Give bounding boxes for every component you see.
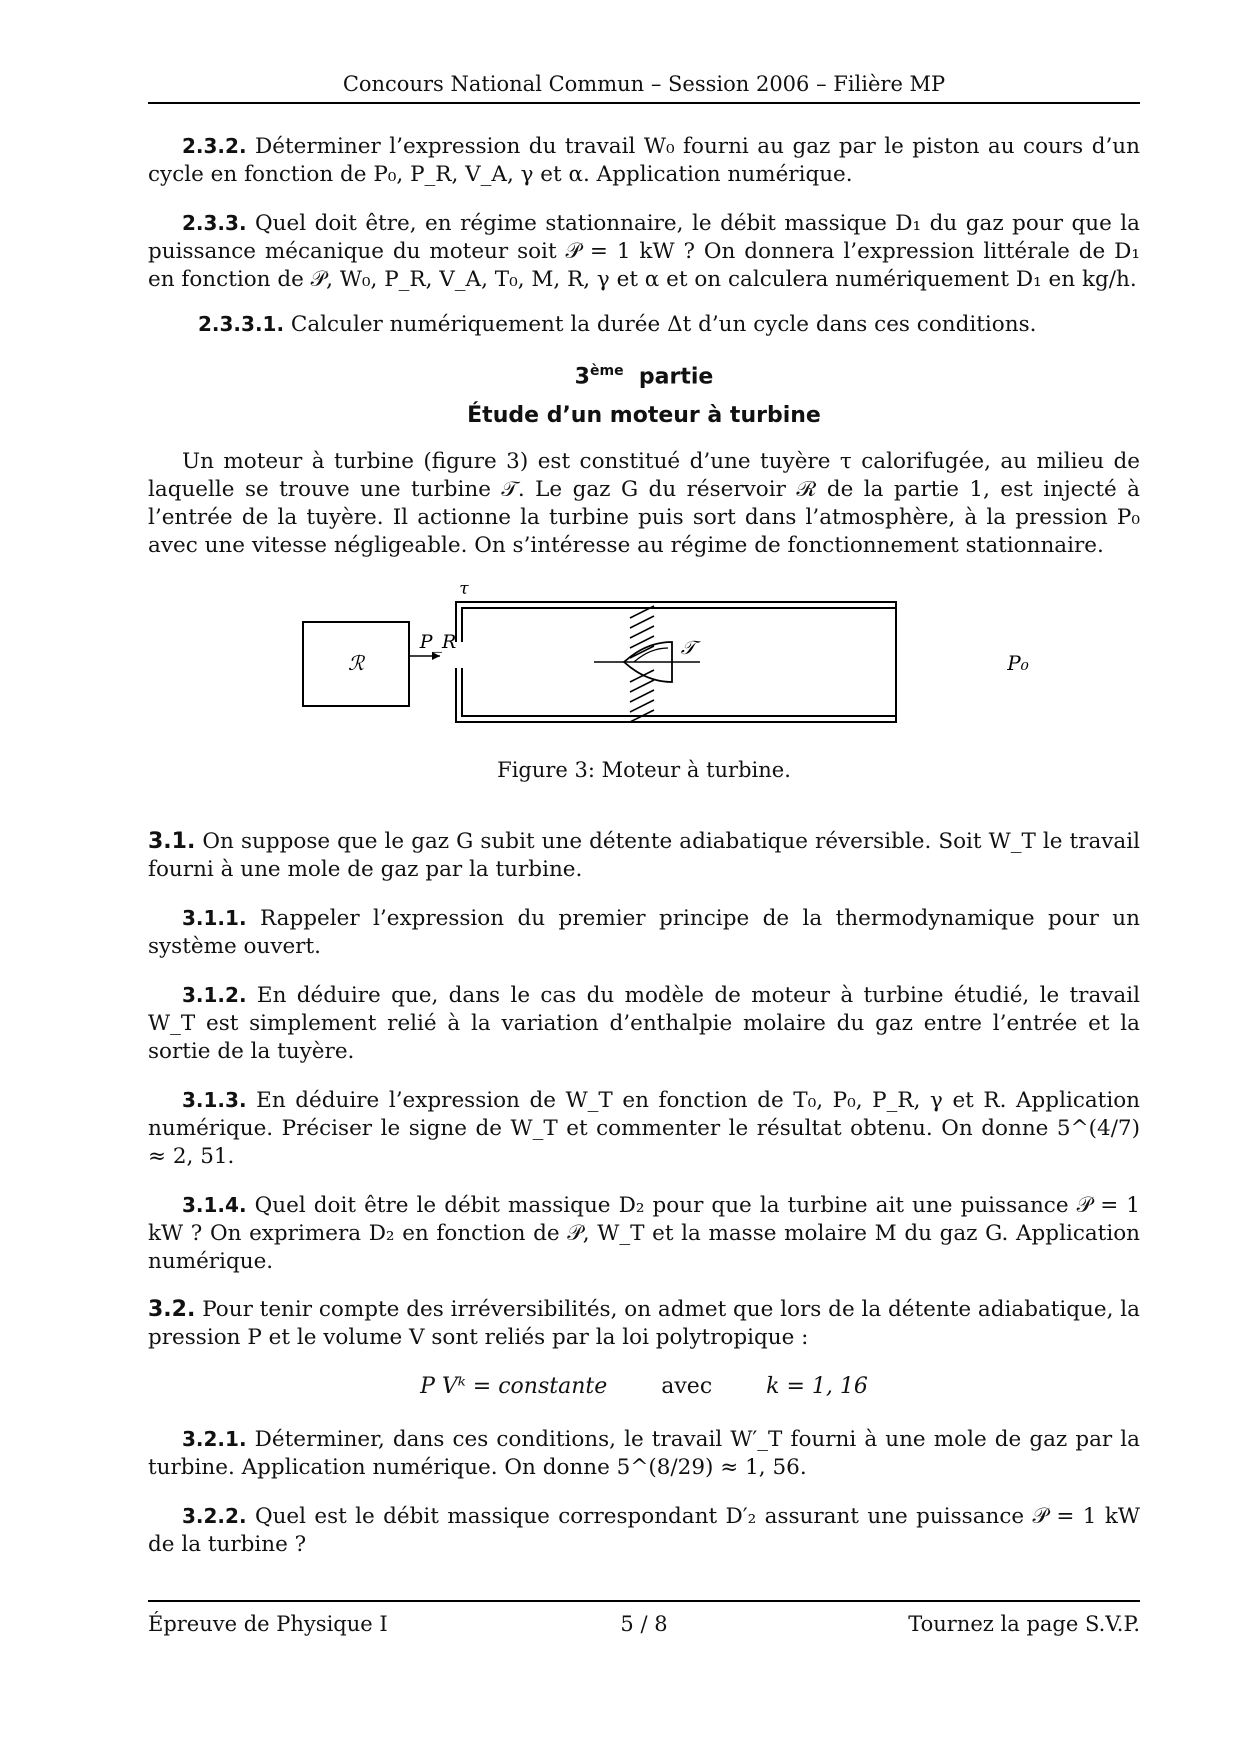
nozzle-label: τ — [459, 582, 469, 600]
part-ordinal: 3 — [574, 364, 590, 390]
footer-right: Tournez la page S.V.P. — [908, 1612, 1140, 1636]
question-number: 3.1.3. — [182, 1088, 247, 1113]
part-introduction: Un moteur à turbine (figure 3) est constitué d’une tuyère τ calorifugée, au milieu de laquelle se trouve une turbine 𝒯. Le gaz G du réservoir ℛ de la partie 1, est injecté à l’entrée de la tuyère. Il actionne la turbine puis sort dans l’atmosphère, à la pression P₀ avec une vitesse négligeable. On s’intéresse au régime de fonctionnement stationnaire. — [148, 449, 1140, 559]
question-number: 2.3.3.1. — [198, 312, 285, 336]
polytropic-equation — [148, 1374, 1140, 1399]
question-number: 3.2.2. — [182, 1504, 247, 1529]
footer-rule — [148, 1600, 1140, 1602]
outlet-pressure-label: P₀ — [1007, 651, 1029, 676]
question-3-1-4 — [148, 1191, 1140, 1276]
question-text: Pour tenir compte des irréversibilités, on admet que lors de la détente adiabatique, la pression P et le volume V sont reliés par la loi polytropique : — [148, 1297, 1140, 1351]
question-number: 3.2. — [148, 1297, 196, 1323]
question-text: En déduire l’expression de W_T en fonction de T₀, P₀, P_R, γ et R. Application numérique. Préciser le signe de W_T et commenter le résultat obtenu. On donne 5^(4/7) ≈ 2, 51. — [148, 1088, 1140, 1170]
inlet-pressure-label: P_R — [419, 631, 457, 654]
part-ordinal-suffix: ème — [589, 363, 624, 379]
question-number: 3.1.2. — [182, 983, 247, 1008]
question-text: Calculer numériquement la durée Δt d’un cycle dans ces conditions. — [290, 312, 1037, 337]
question-number: 3.1.1. — [182, 906, 247, 931]
equation-connector: avec — [661, 1374, 713, 1400]
figure-3 — [148, 582, 1140, 752]
question-text: Déterminer, dans ces conditions, le travail W′_T fourni à une mole de gaz par la turbine. Application numérique. On donne 5^(8/29) ≈ 1, 56. — [148, 1427, 1140, 1481]
question-number: 2.3.3. — [182, 211, 247, 235]
question-3-1-1 — [148, 904, 1140, 961]
question-3-1-3 — [148, 1086, 1140, 1171]
question-2-3-2 — [148, 132, 1140, 189]
turbine-label: 𝒯 — [680, 637, 696, 660]
question-number: 2.3.2. — [182, 134, 247, 158]
question-2-3-3-1 — [148, 310, 1140, 339]
question-number: 3.1.4. — [182, 1193, 247, 1218]
page-header: Concours National Commun – Session 2006 – Filière MP — [342, 72, 946, 96]
header-rule — [148, 102, 1140, 104]
question-number: 3.1. — [148, 829, 196, 855]
part-word: partie — [638, 364, 714, 390]
part-title: Étude d’un moteur à turbine — [467, 403, 821, 429]
question-text: Quel doit être, en régime stationnaire, le débit massique D₁ du gaz pour que la puissance mécanique du moteur soit 𝒫 = 1 kW ? On donnera l’expression littérale de D₁ en fonction de 𝒫, W₀, P_R, V_A, T₀, M, R, γ et α et on calculera numériquement D₁ en kg/h. — [148, 211, 1140, 292]
question-2-3-3 — [148, 209, 1140, 294]
question-3-1-2 — [148, 981, 1140, 1066]
question-3-2-1 — [148, 1425, 1140, 1482]
question-text: Quel est le débit massique correspondant D′₂ assurant une puissance 𝒫 = 1 kW de la turbine ? — [148, 1504, 1140, 1558]
question-3-2-2 — [148, 1502, 1140, 1559]
question-text: Quel doit être le débit massique D₂ pour que la turbine ait une puissance 𝒫 = 1 kW ? On exprimera D₂ en fonction de 𝒫, W_T et la masse molaire M du gaz G. Application numérique. — [148, 1193, 1140, 1275]
turbine-diagram — [148, 582, 1140, 752]
footer-left: Épreuve de Physique I — [148, 1612, 388, 1636]
equation-rhs: k = 1, 16 — [766, 1374, 868, 1400]
question-text: On suppose que le gaz G subit une détente adiabatique réversible. Soit W_T le travail fourni à une mole de gaz par la turbine. — [148, 829, 1140, 883]
page-content — [148, 132, 1140, 1559]
figure-caption: Figure 3: Moteur à turbine. — [497, 758, 791, 783]
question-text: Rappeler l’expression du premier principe de la thermodynamique pour un système ouvert. — [148, 906, 1140, 960]
question-3-1 — [148, 828, 1140, 884]
page-number: 5 / 8 — [620, 1612, 668, 1636]
question-text: Déterminer l’expression du travail W₀ fourni au gaz par le piston au cours d’un cycle en fonction de P₀, P_R, V_A, γ et α. Application numérique. — [148, 134, 1140, 187]
question-text: En déduire que, dans le cas du modèle de moteur à turbine étudié, le travail W_T est simplement relié à la variation d’enthalpie molaire du gaz entre l’entrée et la sortie de la tuyère. — [148, 983, 1140, 1065]
question-number: 3.2.1. — [182, 1427, 247, 1452]
inlet-arrowhead — [432, 652, 440, 660]
question-3-2 — [148, 1296, 1140, 1352]
reservoir-label: ℛ — [348, 651, 364, 676]
equation-lhs: P Vᵏ = constante — [420, 1374, 608, 1400]
part-heading — [148, 363, 1140, 389]
